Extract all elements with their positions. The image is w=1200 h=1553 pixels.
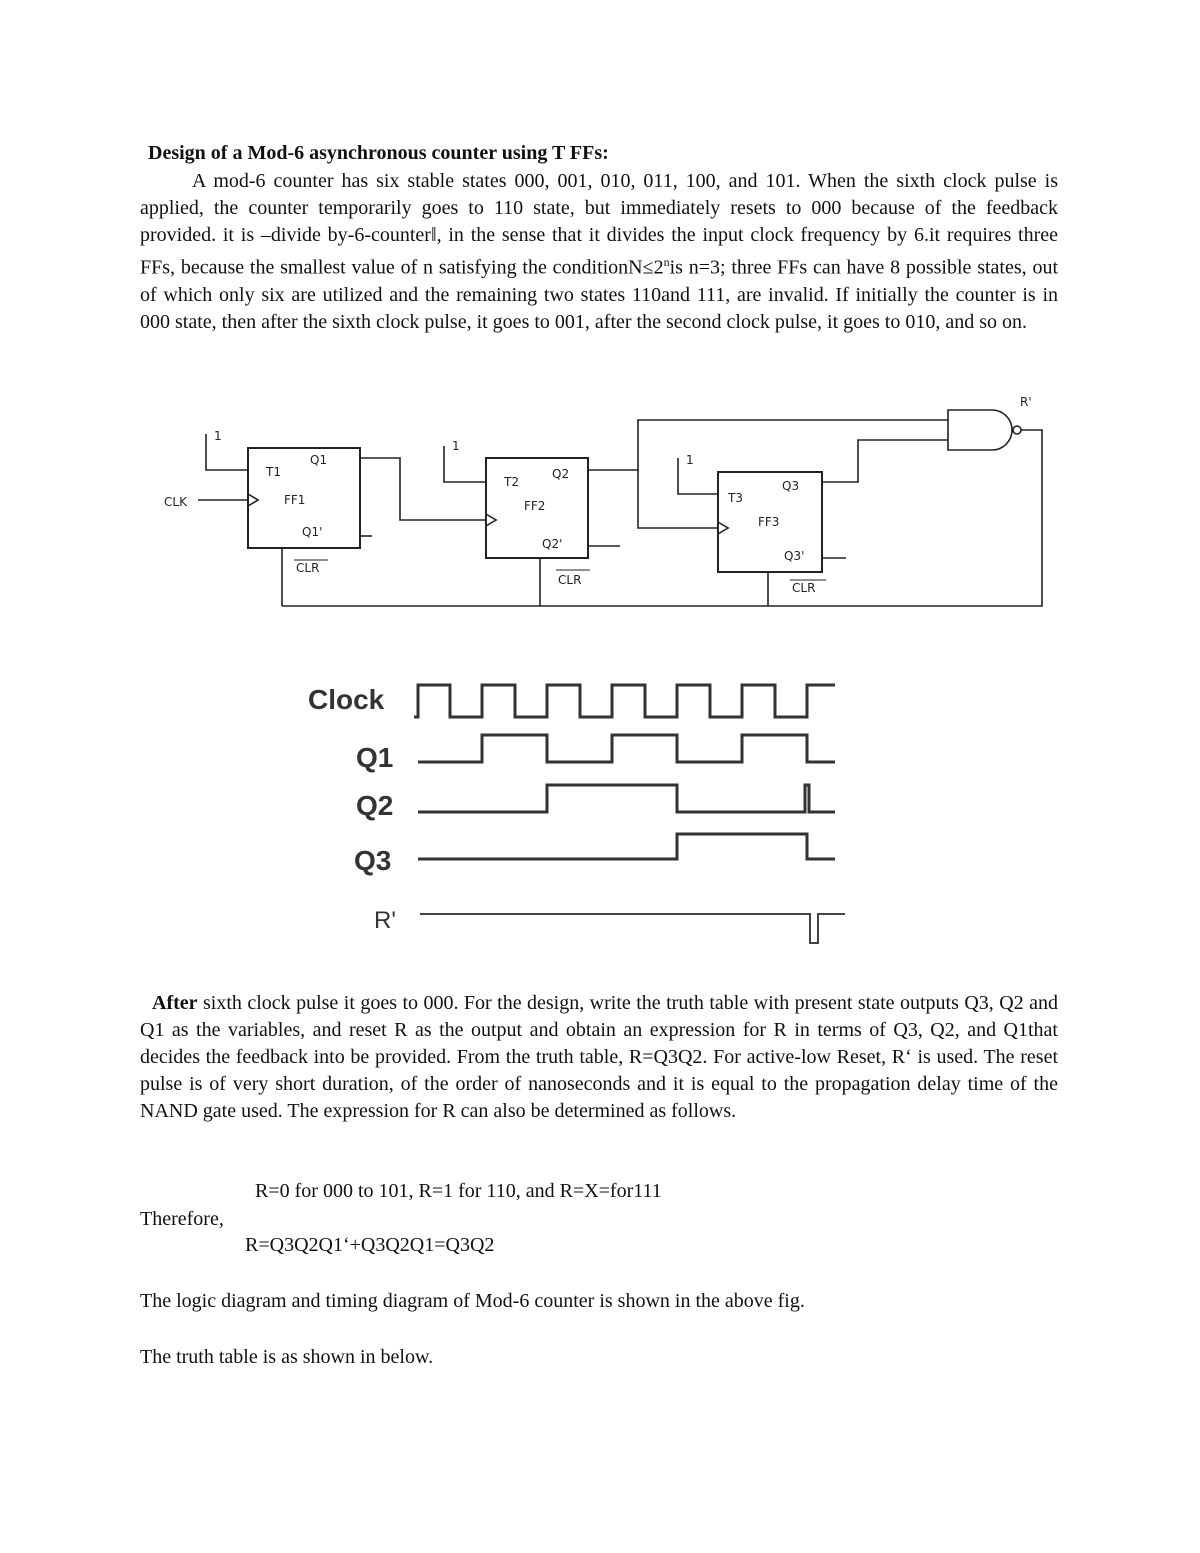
explanation-text: sixth clock pulse it goes to 000. For the design, write the truth table with present state outputs Q3, Q2 and Q1 as the variables, and reset R as the output and obtain an expression for R in terms of Q3, Q2, and Q1that decides the feedback into be provided. From the truth table, R=Q3Q2. For active-low Reset, R‘ is used. The reset pulse is of very short duration, of the order of nanoseconds and it is equal to the propagation delay time of the NAND gate used. The expression for R can also be determined as follows. <box>140 992 1058 1122</box>
clk-label: CLK <box>164 495 187 509</box>
wave-clock <box>414 685 835 717</box>
timing-label-q1: Q1 <box>356 742 394 773</box>
intro-text-rest: is n=3; three FFs can have 8 possible states, out of which only six are utilized and the remaining two states 110and 111, are invalid. If initially the counter is in 000 state, then after the sixth clock pulse, it goes to 001, after the second clock pulse, it goes to 010, and so on. <box>140 256 1058 333</box>
section-heading: Design of a Mod-6 asynchronous counter using T FFs: <box>148 142 609 164</box>
wave-q3 <box>418 834 835 859</box>
ff3-qb-label: Q3' <box>784 549 805 563</box>
ff3-q-label: Q3 <box>782 479 800 493</box>
ff1-q-label: Q1 <box>310 453 328 467</box>
timing-label-clock: Clock <box>308 684 385 715</box>
ff1-name-label: FF1 <box>284 493 306 507</box>
ff3-one-label: 1 <box>686 453 694 467</box>
ff2-t-label: T2 <box>504 475 519 489</box>
ff1-one-label: 1 <box>214 429 222 443</box>
timing-label-rprime: R' <box>374 907 396 934</box>
ff3-t-label: T3 <box>728 491 743 505</box>
timing-label-q3: Q3 <box>354 845 392 876</box>
timing-diagram <box>300 665 860 955</box>
ff1-t-label: T1 <box>266 465 281 479</box>
ff1-clr-label: CLR <box>296 561 320 575</box>
ff2-one-label: 1 <box>452 439 460 453</box>
intro-text: A mod-6 counter has six stable states 000, 001, 010, 011, 100, and 101. When the sixth clock pulse is applied, the counter temporarily goes to 110 state, but immediately resets to 000 because of the feedback provided. it is –divide by-6-counter‖, in the sense that it divides the input clock frequency by 6.it requires three FFs, because the smallest value of n satisfying the conditionN≤2 <box>140 170 1058 279</box>
ff2-q-label: Q2 <box>552 467 570 481</box>
ff2-name-label: FF2 <box>524 499 546 513</box>
equation-r-cases: R=0 for 000 to 101, R=1 for 110, and R=X=for111 <box>255 1180 662 1202</box>
ff3-clr-label: CLR <box>792 581 816 595</box>
ff2-clr-label: CLR <box>558 573 582 587</box>
equation-r-expression: R=Q3Q2Q1‘+Q3Q2Q1=Q3Q2 <box>245 1234 495 1256</box>
after-bold: After <box>152 992 198 1014</box>
explanation-paragraph <box>140 990 1058 1125</box>
intro-paragraph <box>140 168 1058 336</box>
therefore-text: Therefore, <box>140 1208 224 1230</box>
rprime-label: R' <box>1020 395 1032 409</box>
logic-diagram <box>150 390 1070 620</box>
superscript-n: n <box>663 255 670 269</box>
truth-table-note: The truth table is as shown in below. <box>140 1346 434 1368</box>
wave-rprime <box>420 914 845 943</box>
ff1-qb-label: Q1' <box>302 525 323 539</box>
ff2-qb-label: Q2' <box>542 537 563 551</box>
wave-q2 <box>418 785 835 812</box>
nand-gate <box>948 410 1012 450</box>
ff3-name-label: FF3 <box>758 515 780 529</box>
timing-label-q2: Q2 <box>356 790 394 821</box>
wave-q1 <box>418 735 835 762</box>
diagram-note: The logic diagram and timing diagram of Mod-6 counter is shown in the above fig. <box>140 1290 805 1312</box>
